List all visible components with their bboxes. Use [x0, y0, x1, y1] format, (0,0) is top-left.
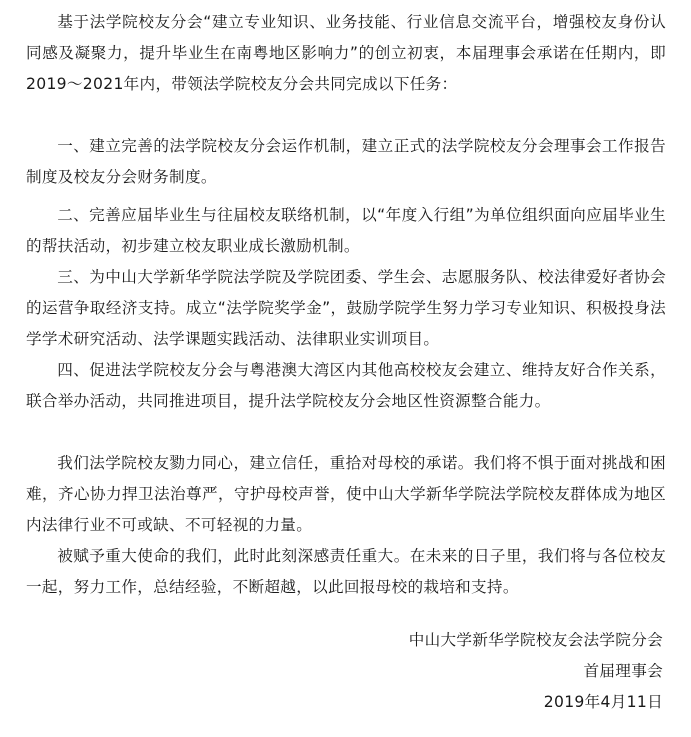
intro-paragraph: 基于法学院校友分会“建立专业知识、业务技能、行业信息交流平台，增强校友身份认同感及凝聚力，提升毕业生在南粤地区影响力”的创立初衷，本届理事会承诺在任期内，即2019～2021年内，带领法学院校友分会共同完成以下任务：	[26, 13, 666, 93]
signature-date: 2019年4月11日	[543, 693, 663, 711]
task-item-1: 一、建立完善的法学院校友分会运作机制，建立正式的法学院校友分会理事会工作报告制度及校友分会财务制度。	[26, 137, 666, 186]
closing-paragraph-1: 我们法学院校友勠力同心，建立信任，重拾对母校的承诺。我们将不惧于面对挑战和困难，齐心协力捍卫法治尊严，守护母校声誉，使中山大学新华学院法学院校友群体成为地区内法律行业不可或缺、不可轻视的力量。	[26, 454, 666, 534]
signature-organization: 中山大学新华学院校友会法学院分会	[408, 631, 663, 649]
task-item-2: 二、完善应届毕业生与往届校友联络机制，以“年度入行组”为单位组织面向应届毕业生的帮扶活动，初步建立校友职业成长激励机制。	[26, 206, 666, 255]
task-item-4: 四、促进法学院校友分会与粤港澳大湾区内其他高校校友会建立、维持友好合作关系，联合举办活动，共同推进项目，提升法学院校友分会地区性资源整合能力。	[26, 361, 666, 410]
signature-council: 首届理事会	[583, 662, 663, 680]
closing-paragraph-2: 被赋予重大使命的我们，此时此刻深感责任重大。在未来的日子里，我们将与各位校友一起，努力工作，总结经验，不断超越，以此回报母校的栽培和支持。	[26, 547, 666, 596]
task-item-3: 三、为中山大学新华学院法学院及学院团委、学生会、志愿服务队、校法律爱好者协会的运营争取经济支持。成立“法学院奖学金”，鼓励学院学生努力学习专业知识、积极投身法学学术研究活动、法学课题实践活动、法律职业实训项目。	[26, 268, 666, 348]
